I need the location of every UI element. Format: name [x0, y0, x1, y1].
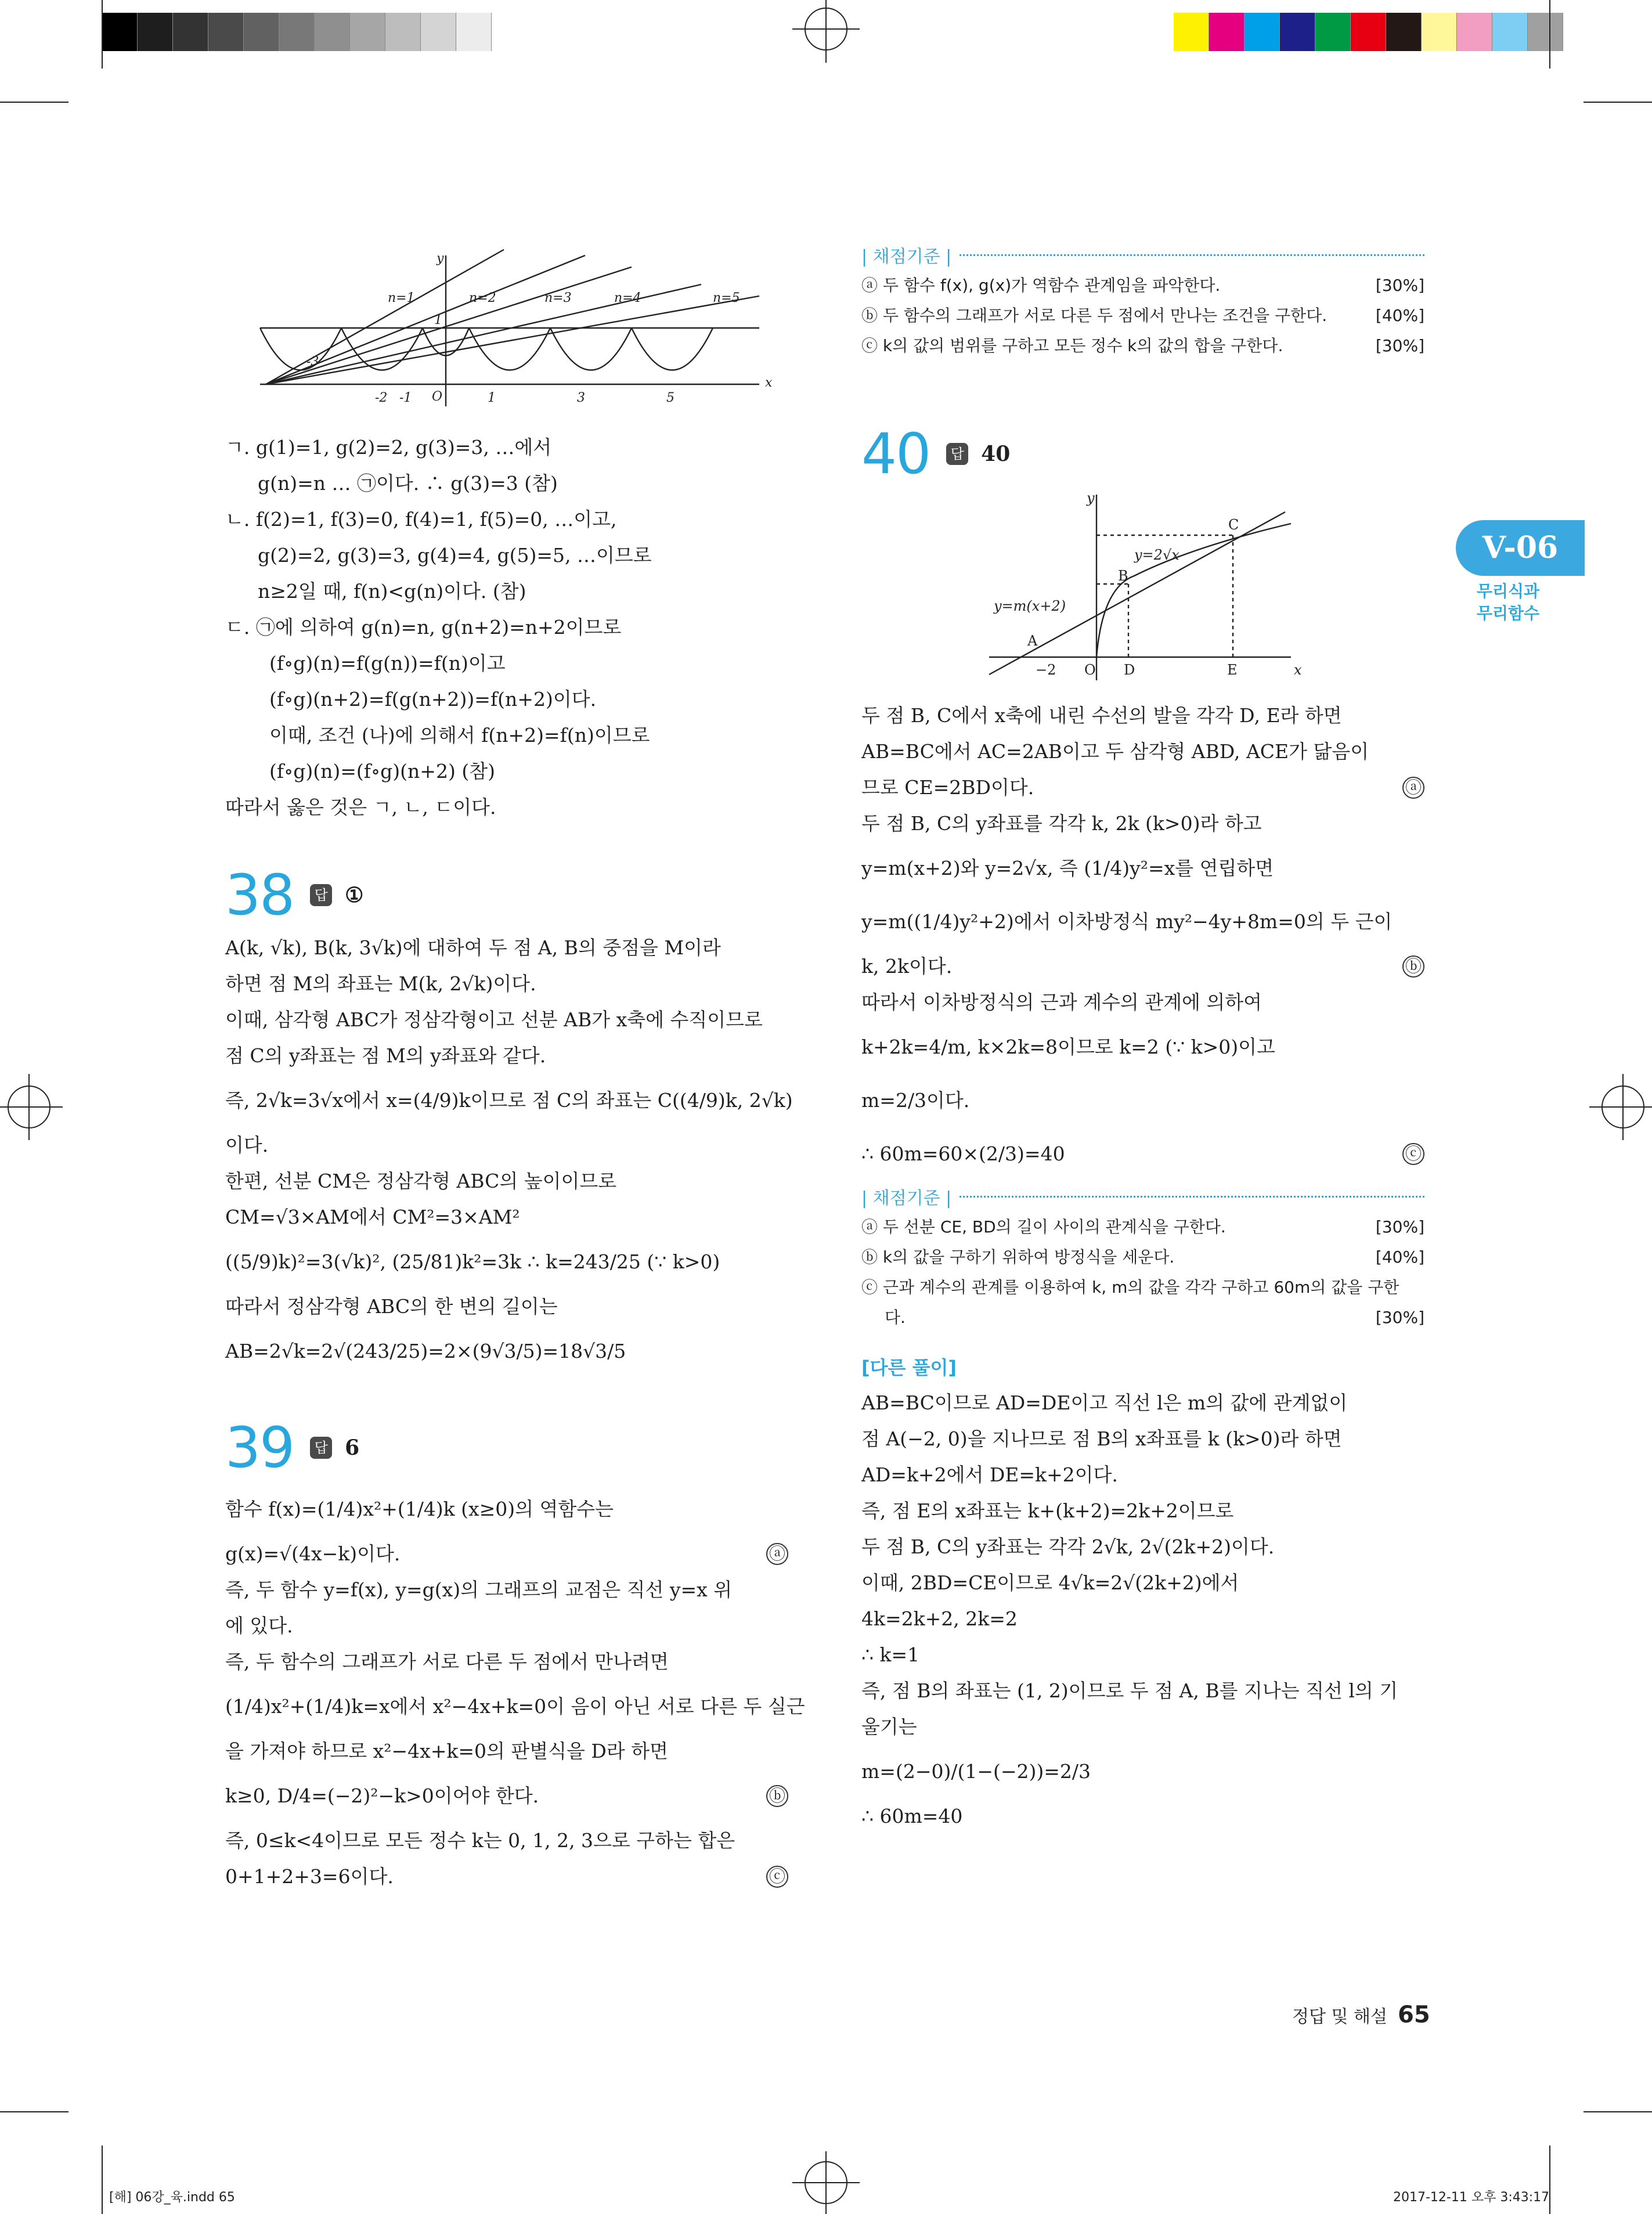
- p40-line: m=2/3이다.: [861, 1089, 970, 1112]
- alt-line: AD=k+2에서 DE=k+2이다.: [861, 1463, 1118, 1486]
- p39-line: [225, 1859, 788, 1895]
- p39-line: [225, 1769, 788, 1823]
- g1-label: n=4: [614, 291, 641, 305]
- g1-label: x: [765, 376, 773, 390]
- mark-c: ⓒ: [1402, 1143, 1424, 1165]
- p39-line: 함수 f(x)=(1/4)x²+(1/4)k (x≥0)의 역함수는: [225, 1498, 614, 1520]
- p39-line: (1/4)x²+(1/4)k=x에서 x²−4x+k=0이 음이 아닌 서로 다른 두 실근: [225, 1695, 805, 1718]
- g1-label: -3: [306, 355, 319, 369]
- p39-text: k≥0, D/4=(−2)²−k>0이어야 한다.: [225, 1784, 539, 1807]
- chapter-name-line: 무리식과: [1476, 582, 1540, 601]
- left-column: [225, 232, 805, 1895]
- p38-line: 한편, 선분 CM은 정삼각형 ABC의 높이이므로: [225, 1170, 617, 1192]
- alt-line: 울기는: [861, 1715, 917, 1738]
- g1-label: 5: [666, 391, 674, 405]
- p40-line: [861, 1127, 1424, 1181]
- problem-40-header: [861, 419, 1424, 489]
- rubric-pct: [30%]: [1375, 1308, 1424, 1327]
- print-file-info: [해] 06강_육.indd 65: [109, 2190, 235, 2205]
- page-number: 65: [1397, 2002, 1430, 2028]
- rubric-item: [861, 301, 1424, 331]
- p38-line: 이다.: [225, 1134, 269, 1156]
- p40-line: 두 점 B, C에서 x축에 내린 수선의 발을 각각 D, E라 하면: [861, 704, 1342, 727]
- p37-line: n≥2일 때, f(n)<g(n)이다. (참): [258, 580, 526, 603]
- mark-b: ⓑ: [766, 1785, 788, 1807]
- alt-line: 점 A(−2, 0)을 지나므로 점 B의 x좌표를 k (k>0)라 하면: [861, 1427, 1342, 1450]
- g2-label: y=2√x: [1134, 547, 1180, 563]
- answer-value: 6: [345, 1436, 360, 1460]
- rubric-text: 다.: [885, 1308, 906, 1327]
- g2-label: E: [1227, 662, 1238, 678]
- answer-icon: 답: [310, 884, 332, 906]
- alt-line: 두 점 B, C의 y좌표는 각각 2√k, 2√(2k+2)이다.: [861, 1535, 1275, 1558]
- g2-label: C: [1228, 517, 1239, 533]
- p38-line: A(k, √k), B(k, 3√k)에 대하여 두 점 A, B의 중점을 M이라: [225, 936, 721, 959]
- rubric-pct: [40%]: [1375, 1247, 1424, 1267]
- p39-line: 을 가져야 하므로 x²−4x+k=0의 판별식을 D라 하면: [225, 1740, 668, 1762]
- p37-line: 이때, 조건 (나)에 의해서 f(n+2)=f(n)이므로: [269, 724, 650, 747]
- p38-line: AB=2√k=2√(243/25)=2×(9√3/5)=18√3/5: [225, 1340, 626, 1362]
- answer-icon: 답: [310, 1437, 332, 1459]
- p37-line: (f∘g)(n+2)=f(g(n+2))=f(n+2)이다.: [269, 688, 597, 711]
- g1-label: 1: [434, 313, 442, 327]
- p40-line: 두 점 B, C의 y좌표를 각각 k, 2k (k>0)라 하고: [861, 812, 1262, 835]
- answer-icon: 답: [946, 443, 968, 465]
- rubric-text: ⓒ 근과 계수의 관계를 이용하여 k, m의 값을 각각 구하고 60m의 값을 구한: [861, 1278, 1399, 1297]
- alt-solution-title: [다른 풀이]: [861, 1357, 957, 1379]
- p40-line: 따라서 이차방정식의 근과 계수의 관계에 의하여: [861, 991, 1263, 1014]
- p38-line: 하면 점 M의 좌표는 M(k, 2√k)이다.: [225, 972, 536, 995]
- g2-label: −2: [1036, 662, 1056, 678]
- problem-38-header: [225, 860, 788, 930]
- g1-label: n=3: [544, 291, 572, 305]
- p38-line: 따라서 정삼각형 ABC의 한 변의 길이는: [225, 1295, 558, 1318]
- alt-line: ∴ 60m=40: [861, 1805, 963, 1827]
- p40-line: y=m(x+2)와 y=2√x, 즉 (1/4)y²=x를 연립하면: [861, 857, 1274, 879]
- g2-label: B: [1118, 568, 1128, 584]
- p37-line: ㄱ. g(1)=1, g(2)=2, g(3)=3, …에서: [225, 436, 552, 459]
- g1-label: n=5: [713, 291, 740, 305]
- g1-label: -1: [399, 391, 412, 405]
- g1-label: -2: [375, 391, 388, 405]
- p37-line: (f∘g)(n)=f(g(n))=f(n)이고: [269, 652, 506, 675]
- problem-39-header: [225, 1413, 788, 1483]
- p40-line: AB=BC에서 AC=2AB이고 두 삼각형 ABD, ACE가 닮음이: [861, 740, 1369, 763]
- p38-line: ((5/9)k)²=3(√k)², (25/81)k²=3k ∴ k=243/25 (∵ k>0): [225, 1250, 720, 1273]
- alt-line: 4k=2k+2, 2k=2: [861, 1607, 1018, 1630]
- rubric-item: [861, 271, 1424, 301]
- chapter-name-line: 무리함수: [1476, 604, 1540, 623]
- print-date-info: 2017-12-11 오후 3:43:17: [1393, 2190, 1550, 2205]
- rubric-pct: [30%]: [1375, 276, 1424, 295]
- p37-line: (f∘g)(n)=(f∘g)(n+2) (참): [269, 760, 495, 783]
- g2-label: A: [1027, 633, 1038, 649]
- answer-value: ①: [345, 883, 364, 907]
- g2-label: D: [1124, 662, 1135, 678]
- rubric-text: ⓐ 두 함수 f(x), g(x)가 역함수 관계임을 파악한다.: [861, 276, 1221, 295]
- p39-line: 즉, 0≤k<4이므로 모든 정수 k는 0, 1, 2, 3으로 구하는 합은: [225, 1829, 735, 1852]
- answer-value: 40: [981, 442, 1011, 466]
- g2-label: y=m(x+2): [994, 598, 1066, 614]
- g1-label: 1: [488, 391, 496, 405]
- page-footer: [1292, 2002, 1430, 2028]
- g1-label: 3: [577, 391, 585, 405]
- p39-line: 에 있다.: [225, 1614, 293, 1637]
- p40-text: k, 2k이다.: [861, 955, 953, 978]
- rubric-item: [861, 1272, 1424, 1303]
- rubric-pct: [30%]: [1375, 336, 1424, 355]
- p38-line: 이때, 삼각형 ABC가 정삼각형이고 선분 AB가 x축에 수직이므로: [225, 1008, 763, 1031]
- p37-line: g(2)=2, g(3)=3, g(4)=4, g(5)=5, …이므로: [258, 544, 652, 567]
- p40-line: [861, 770, 1424, 806]
- alt-line: ∴ k=1: [861, 1643, 920, 1666]
- g1-label: O: [432, 390, 443, 404]
- p39-line: 즉, 두 함수 y=f(x), y=g(x)의 그래프의 교점은 직선 y=x 위: [225, 1578, 733, 1601]
- p38-line: CM=√3×AM에서 CM²=3×AM²: [225, 1206, 520, 1228]
- g2-label: O: [1084, 662, 1096, 678]
- problem-number: 40: [861, 421, 930, 486]
- g2-label: x: [1294, 662, 1302, 678]
- rubric-text: ⓐ 두 선분 CE, BD의 길이 사이의 관계식을 구한다.: [861, 1217, 1226, 1236]
- right-column: [861, 239, 1424, 1834]
- p40-text: ∴ 60m=60×(2/3)=40: [861, 1142, 1065, 1165]
- footer-label: 정답 및 해설: [1292, 2007, 1387, 2027]
- rubric-40-title: [861, 1181, 1424, 1212]
- rubric-item: [861, 1242, 1424, 1272]
- g1-label: y: [437, 251, 444, 266]
- p39-line: 즉, 두 함수의 그래프가 서로 다른 두 점에서 만나려면: [225, 1650, 669, 1673]
- g1-label: n=1: [388, 291, 415, 305]
- problem-number: 38: [225, 863, 294, 928]
- alt-line: m=(2−0)/(1−(−2))=2/3: [861, 1760, 1091, 1783]
- p40-line: k+2k=4/m, k×2k=8이므로 k=2 (∵ k>0)이고: [861, 1036, 1275, 1058]
- p37-line: ㄷ. ㉠에 의하여 g(n)=n, g(n+2)=n+2이므로: [225, 616, 622, 639]
- chapter-tab: V-06: [1456, 520, 1585, 576]
- mark-a: ⓐ: [1402, 777, 1424, 799]
- rubric-item: [861, 1303, 1424, 1333]
- mark-a: ⓐ: [766, 1543, 788, 1565]
- mark-b: ⓑ: [1402, 955, 1424, 978]
- p37-line: ㄴ. f(2)=1, f(3)=0, f(4)=1, f(5)=0, …이고,: [225, 508, 617, 531]
- problem-number: 39: [225, 1415, 294, 1480]
- p39-line: [225, 1536, 788, 1572]
- mark-c: ⓒ: [766, 1866, 788, 1888]
- rubric-text: ⓑ k의 값을 구하기 위하여 방정식을 세운다.: [861, 1247, 1175, 1267]
- rubric-39-title: [861, 239, 1424, 271]
- rubric-title-text: | 채점기준 |: [861, 247, 952, 267]
- p37-line: 따라서 옳은 것은 ㄱ, ㄴ, ㄷ이다.: [225, 796, 496, 818]
- rubric-title-text: | 채점기준 |: [861, 1188, 952, 1209]
- alt-line: 이때, 2BD=CE이므로 4√k=2√(2k+2)에서: [861, 1571, 1239, 1594]
- p38-line: 즉, 2√k=3√x에서 x=(4/9)k이므로 점 C의 좌표는 C((4/9)k, 2√k): [225, 1089, 793, 1112]
- rubric-text: ⓑ 두 함수의 그래프가 서로 다른 두 점에서 만나는 조건을 구한다.: [861, 306, 1328, 325]
- p39-text: g(x)=√(4x−k)이다.: [225, 1542, 401, 1565]
- rubric-item: [861, 1212, 1424, 1242]
- alt-line: 즉, 점 E의 x좌표는 k+(k+2)=2k+2이므로: [861, 1499, 1234, 1522]
- graph-g-n-lines: [260, 232, 782, 406]
- p40-text: 므로 CE=2BD이다.: [861, 776, 1034, 799]
- p37-line: g(n)=n … ㉠이다. ∴ g(3)=3 (참): [258, 472, 558, 495]
- p40-line: [861, 949, 1424, 985]
- rubric-text: ⓒ k의 값의 범위를 구하고 모든 정수 k의 값의 합을 구한다.: [861, 336, 1283, 355]
- alt-line: AB=BC이므로 AD=DE이고 직선 l은 m의 값에 관계없이: [861, 1391, 1348, 1414]
- p38-line: 점 C의 y좌표는 점 M의 y좌표와 같다.: [225, 1044, 546, 1067]
- rubric-pct: [30%]: [1375, 1217, 1424, 1236]
- chapter-name: [1456, 580, 1560, 625]
- rubric-pct: [40%]: [1375, 306, 1424, 325]
- alt-line: 즉, 점 B의 좌표는 (1, 2)이므로 두 점 A, B를 지나는 직선 l의 기: [861, 1679, 1398, 1702]
- g2-label: y: [1087, 490, 1095, 506]
- g1-label: n=2: [469, 291, 496, 305]
- graph-sqrt-line: [989, 489, 1314, 686]
- rubric-item: [861, 331, 1424, 361]
- p39-text: 0+1+2+3=6이다.: [225, 1865, 394, 1888]
- p40-line: y=m((1/4)y²+2)에서 이차방정식 my²−4y+8m=0의 두 근이: [861, 910, 1393, 933]
